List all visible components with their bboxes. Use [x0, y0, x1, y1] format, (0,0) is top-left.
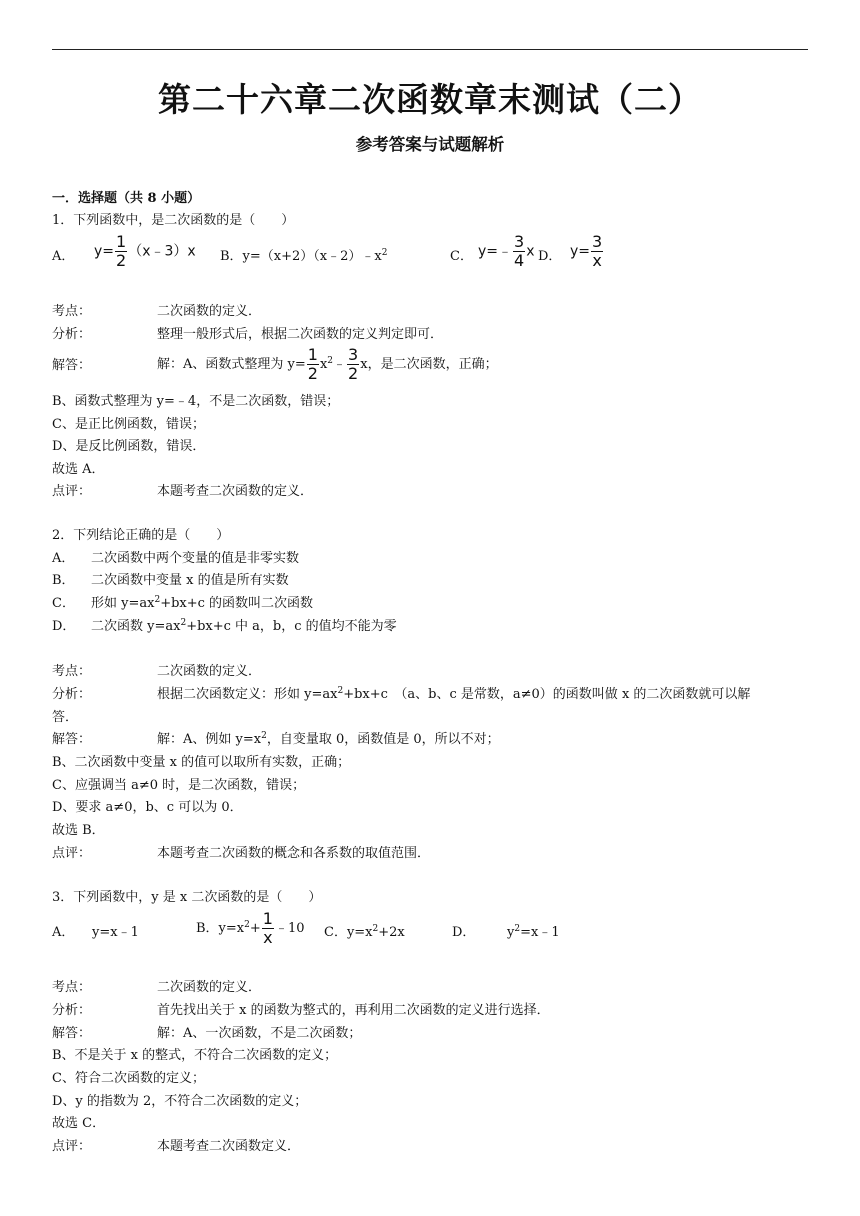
q3-option-d: $y^2=x﹣1$	[507, 924, 560, 940]
q2-line-c: C、应强调当 a≠0 时，是二次函数，错误；	[52, 778, 306, 793]
q1-option-a: y= $\frac{1}{2}$ （x﹣3）x	[94, 232, 196, 270]
q3-option-a-label: A．	[52, 925, 75, 940]
q1-option-a-label: A．	[52, 249, 75, 264]
q2-stem: 2．下列结论正确的是（ ）	[52, 528, 230, 543]
q1-jieda-label: 解答：	[52, 358, 92, 373]
q3-stem: 3．下列函数中，y 是 x 二次函数的是（ ）	[52, 890, 322, 905]
q1-option-d-label: D．	[538, 249, 562, 264]
q1-fenxi: 分析： 整理一般形式后，根据二次函数的定义判定即可．	[52, 327, 444, 342]
q2-option-a: A． 二次函数中两个变量的值是非零实数	[52, 551, 300, 566]
q2-option-c: C． 形如 $y=ax^2+bx+c$ 的函数叫二次函数	[52, 595, 314, 611]
q2-option-d: D． 二次函数 $y=ax^2+bx+c$ 中 a，b，c 的值均不能为零	[52, 618, 397, 634]
q1-line-c: C、是正比例函数，错误；	[52, 417, 205, 432]
q1-option-c: y=﹣ $\frac{3}{4}$ x	[478, 232, 535, 270]
q1-dianping: 点评： 本题考查二次函数的定义．	[52, 484, 314, 499]
q3-dianping: 点评： 本题考查二次函数定义．	[52, 1139, 301, 1154]
page-title: 第二十六章二次函数章末测试（二）	[158, 80, 702, 119]
q3-option-c: C．$y=x^2+2x$	[324, 924, 405, 940]
q1-kaodian: 考点： 二次函数的定义．	[52, 304, 262, 319]
q3-line-d: D、y 的指数为 2，不符合二次函数的定义；	[52, 1094, 308, 1109]
q1-option-c-label: C．	[450, 249, 473, 264]
q3-line-b: B、不是关于 x 的整式，不符合二次函数的定义；	[52, 1048, 338, 1063]
q1-line-b: B、函数式整理为 y=﹣4，不是二次函数，错误；	[52, 394, 340, 409]
q3-answer: 故选 C．	[52, 1116, 106, 1131]
page-subtitle: 参考答案与试题解析	[355, 135, 505, 154]
q1-option-d: y= $\frac{3}{x}$	[570, 232, 603, 270]
q2-jieda: 解答： 解：A、例如 $y=x^2$，自变量取 0，函数值是 0，所以不对；	[52, 731, 500, 747]
q1-line-d: D、是反比例函数，错误．	[52, 439, 206, 454]
section-heading: 一．选择题（共 8 小题）	[52, 191, 201, 206]
q3-option-a: y=x﹣1	[92, 925, 139, 940]
q3-line-c: C、符合二次函数的定义；	[52, 1071, 205, 1086]
q1-jieda: 解：A、函数式整理为 y= $\frac{1}{2}$ $x^2﹣$ $\frac{3}{2}$ x，是二次函数，正确；	[157, 345, 498, 383]
q3-jieda: 解答： 解：A、一次函数，不是二次函数；	[52, 1026, 362, 1041]
q1-option-b: B．$y=(x+2)(x﹣2)﹣x^2$	[220, 248, 388, 264]
q3-kaodian: 考点： 二次函数的定义．	[52, 980, 262, 995]
q2-line-d: D、要求 a≠0，b、c 可以为 0．	[52, 800, 243, 815]
q2-kaodian: 考点： 二次函数的定义．	[52, 664, 262, 679]
q2-line-b: B、二次函数中变量 x 的值可以取所有实数，正确；	[52, 755, 351, 770]
q2-dianping: 点评： 本题考查二次函数的概念和各系数的取值范围．	[52, 846, 431, 861]
q2-answer: 故选 B．	[52, 823, 105, 838]
q3-fenxi: 分析： 首先找出关于 x 的函数为整式的，再利用二次函数的定义进行选择．	[52, 1003, 550, 1018]
q2-fenxi-cont: 答．	[52, 710, 79, 725]
header-rule	[52, 49, 808, 50]
q3-option-d-label: D．	[452, 925, 476, 940]
q2-fenxi: 分析： 根据二次函数定义：形如 $y=ax^2+bx+c$ （a、b、c 是常数，a≠0）的函数叫做 x 的二次函数就可以解	[52, 686, 751, 702]
q2-option-b: B． 二次函数中变量 x 的值是所有实数	[52, 573, 289, 588]
q1-answer: 故选 A．	[52, 462, 105, 477]
q1-stem: 1．下列函数中，是二次函数的是（ ）	[52, 213, 295, 228]
q3-option-b: B．$y=x^2+$ $\frac{1}{x}$ ﹣10	[196, 909, 305, 947]
